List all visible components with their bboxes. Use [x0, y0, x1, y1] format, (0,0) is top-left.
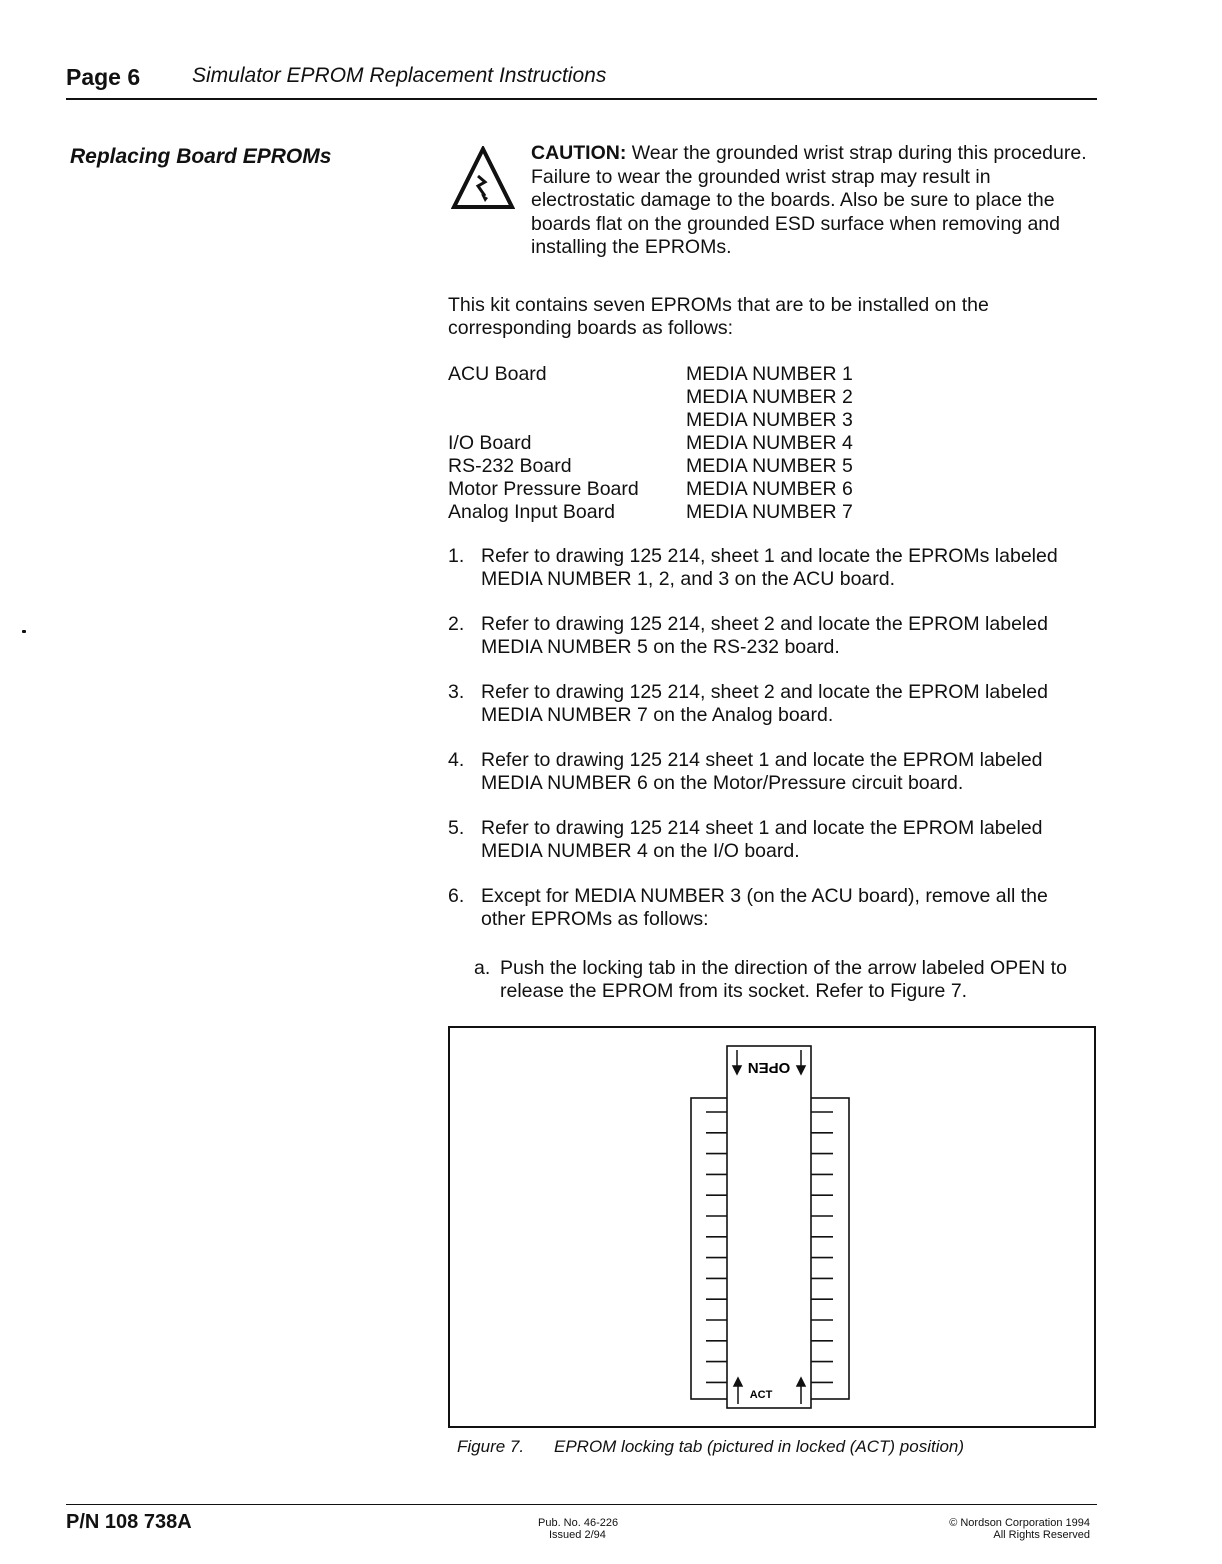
list-item: [448, 885, 1088, 931]
substep-number: a.: [474, 957, 491, 979]
table-row: [448, 363, 853, 386]
substep-text: Push the locking tab in the direction of the arrow labeled OPEN to release the EPROM from its socket. Refer to Figure 7.: [500, 957, 1067, 1002]
step-number: 1.: [448, 545, 465, 567]
stray-mark: [22, 630, 26, 633]
substep-a: [474, 957, 1089, 1003]
step-number: 6.: [448, 885, 465, 907]
media-number: MEDIA NUMBER 2: [686, 386, 853, 408]
media-number: MEDIA NUMBER 4: [686, 432, 853, 454]
step-text: Refer to drawing 125 214 sheet 1 and locate the EPROM labeled MEDIA NUMBER 4 on the I/O board.: [481, 817, 1043, 862]
table-row: [448, 432, 853, 455]
eprom-socket-diagram: [448, 1026, 1096, 1428]
table-row: [448, 386, 853, 409]
step-text: Refer to drawing 125 214, sheet 2 and locate the EPROM labeled MEDIA NUMBER 7 on the Analog board.: [481, 681, 1048, 726]
procedure-steps: [448, 545, 1088, 953]
step-number: 5.: [448, 817, 465, 839]
board-name: RS-232 Board: [448, 455, 572, 477]
act-label: ACT: [749, 1389, 773, 1401]
issued-date: Issued 2/94: [549, 1529, 606, 1541]
list-item: [448, 817, 1088, 863]
publication-info: [538, 1517, 618, 1541]
list-item: [448, 681, 1088, 727]
rights-text: All Rights Reserved: [993, 1529, 1090, 1541]
copyright-text: © Nordson Corporation 1994: [949, 1517, 1090, 1529]
table-row: [448, 455, 853, 478]
board-media-table: [448, 363, 853, 524]
table-row: [448, 409, 853, 432]
figure-caption-text: EPROM locking tab (pictured in locked (ACT) position): [554, 1437, 965, 1456]
copyright-notice: [900, 1517, 1090, 1541]
pub-number: Pub. No. 46-226: [538, 1517, 619, 1529]
page-number: Page 6: [66, 64, 141, 90]
document-title: Simulator EPROM Replacement Instructions: [192, 64, 607, 87]
header-divider: [66, 98, 1097, 100]
caution-label: CAUTION:: [531, 142, 627, 164]
open-label: OPEN: [747, 1059, 791, 1076]
part-number: P/N 108 738A: [66, 1511, 192, 1533]
board-name: ACU Board: [448, 363, 547, 385]
caution-notice: [531, 142, 1096, 260]
step-text: Refer to drawing 125 214 sheet 1 and locate the EPROM labeled MEDIA NUMBER 6 on the Motor/Pressure circuit board.: [481, 749, 1043, 794]
board-name: Analog Input Board: [448, 501, 615, 523]
step-number: 3.: [448, 681, 465, 703]
media-number: MEDIA NUMBER 7: [686, 501, 853, 523]
board-name: I/O Board: [448, 432, 532, 454]
footer-divider: [66, 1504, 1097, 1505]
intro-paragraph: This kit contains seven EPROMs that are to be installed on the corresponding boards as follows:: [448, 294, 989, 339]
step-number: 4.: [448, 749, 465, 771]
media-number: MEDIA NUMBER 6: [686, 478, 853, 500]
media-number: MEDIA NUMBER 5: [686, 455, 853, 477]
board-name: [448, 409, 686, 432]
media-number: MEDIA NUMBER 1: [686, 363, 853, 385]
table-row: [448, 501, 853, 524]
list-item: [448, 613, 1088, 659]
board-name: Motor Pressure Board: [448, 478, 639, 500]
list-item: [448, 545, 1088, 591]
step-number: 2.: [448, 613, 465, 635]
section-heading: Replacing Board EPROMs: [70, 145, 332, 168]
step-text: Except for MEDIA NUMBER 3 (on the ACU board), remove all the other EPROMs as follows:: [481, 885, 1048, 930]
board-name: [448, 386, 686, 409]
locking-tab: [727, 1046, 811, 1408]
media-number: MEDIA NUMBER 3: [686, 409, 853, 431]
caution-body: Wear the grounded wrist strap during this procedure. Failure to wear the grounded wrist strap may result in electrostatic damage to the boards. Also be sure to place the boards flat on the grounded ESD surface when removing and installing the EPROMs.: [531, 142, 1087, 258]
list-item: [448, 749, 1088, 795]
electrostatic-warning-icon: [451, 146, 515, 210]
step-text: Refer to drawing 125 214, sheet 2 and locate the EPROM labeled MEDIA NUMBER 5 on the RS-232 board.: [481, 613, 1048, 658]
figure-label: Figure 7.: [457, 1437, 525, 1456]
figure-caption: [457, 1437, 964, 1457]
table-row: [448, 478, 853, 501]
step-text: Refer to drawing 125 214, sheet 1 and locate the EPROMs labeled MEDIA NUMBER 1, 2, and 3 on the ACU board.: [481, 545, 1058, 590]
